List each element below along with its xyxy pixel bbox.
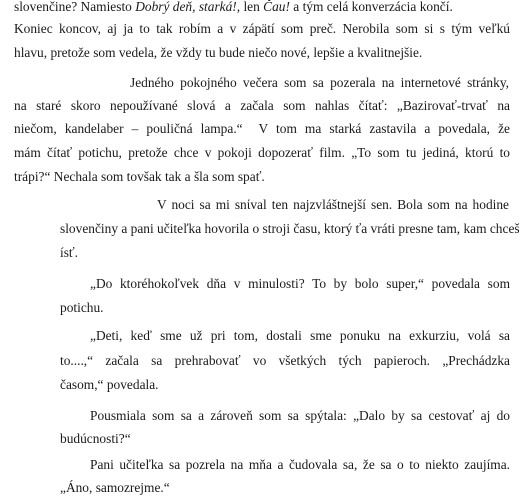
text-segment: slovenčiny a pani učiteľka hovorila o stroji času, ktorý ťa vráti presne tam, kam chceš xyxy=(60,221,520,236)
text-segment: Pousmiala som sa a zároveň som sa spýtala: „Dalo by sa cestovať aj do xyxy=(90,408,510,423)
text-line xyxy=(60,300,260,316)
text-line xyxy=(14,21,510,37)
text-line xyxy=(60,245,160,261)
text-line xyxy=(90,457,510,473)
text-segment: trápi?“ Nechala som tovšak tak a šla som spať. xyxy=(14,169,265,184)
text-line xyxy=(90,276,510,292)
text-line xyxy=(60,431,260,447)
text-segment: ísť. xyxy=(60,245,79,260)
text-segment: mám čítať potichu, pretože chce v pokoji dopozerať film. „To som tu jediná, ktorú to xyxy=(14,145,510,160)
text-segment: Koniec koncov, aj ja to tak robím a v zápätí som preč. Nerobila som si s tým veľkú xyxy=(14,21,510,36)
text-segment: niečom, kandelaber – pouličná lampa.“ V tom ma starká zastavila a povedala, že xyxy=(14,121,510,136)
text-line xyxy=(90,408,510,424)
text-line xyxy=(14,121,510,137)
italic-text: Dobrý deň, starká! xyxy=(135,0,237,14)
text-line xyxy=(60,480,260,496)
text-segment: a tým celá konverzácia končí. xyxy=(289,0,453,14)
text-line xyxy=(60,377,260,393)
text-line xyxy=(14,45,510,61)
text-line xyxy=(14,98,510,114)
text-segment: „Áno, samozrejme.“ xyxy=(60,480,170,495)
text-line xyxy=(130,75,509,91)
text-segment: budúcnosti?“ xyxy=(60,431,131,446)
text-line xyxy=(157,197,509,213)
text-segment: časom,“ povedala. xyxy=(60,377,159,392)
text-segment: na staré skoro nepoužívané slová a začala som nahlas čítať: „Bazirovať-trvať na xyxy=(14,98,510,113)
text-segment: Jedného pokojného večera som sa pozerala na internetové stránky, xyxy=(130,75,509,90)
text-line xyxy=(14,169,510,185)
text-line xyxy=(14,145,510,161)
text-segment: V noci sa mi snίval ten najzvláštnejší sen. Bola som na hodine xyxy=(157,197,509,212)
text-segment: Pani učiteľka sa pozrela na mňa a čudovala sa, že sa o to niekto zaujíma. xyxy=(90,457,510,472)
text-line xyxy=(60,221,520,237)
text-segment: „Do ktoréhokoľvek dňa v minulosti? To by bolo super,“ povedala som xyxy=(90,276,510,291)
text-line xyxy=(60,353,510,369)
text-line xyxy=(14,0,453,15)
text-segment: to....,“ začala sa prehrabovať vo všetkých tých papieroch. „Prechádzka xyxy=(60,353,510,368)
text-line xyxy=(90,328,510,344)
text-segment: „Deti, keď sme už pri tom, dostali sme ponuku na exkurziu, volá sa xyxy=(90,328,510,343)
text-segment: slovenčine? Namiesto xyxy=(14,0,136,14)
text-segment: , len xyxy=(236,0,264,14)
italic-text: Čau! xyxy=(263,0,290,14)
text-segment: hlavu, pretože som vedela, že vždy tu bude niečo nové, lepšie a kvalitnejšie. xyxy=(14,45,423,60)
text-segment: potichu. xyxy=(60,300,104,315)
